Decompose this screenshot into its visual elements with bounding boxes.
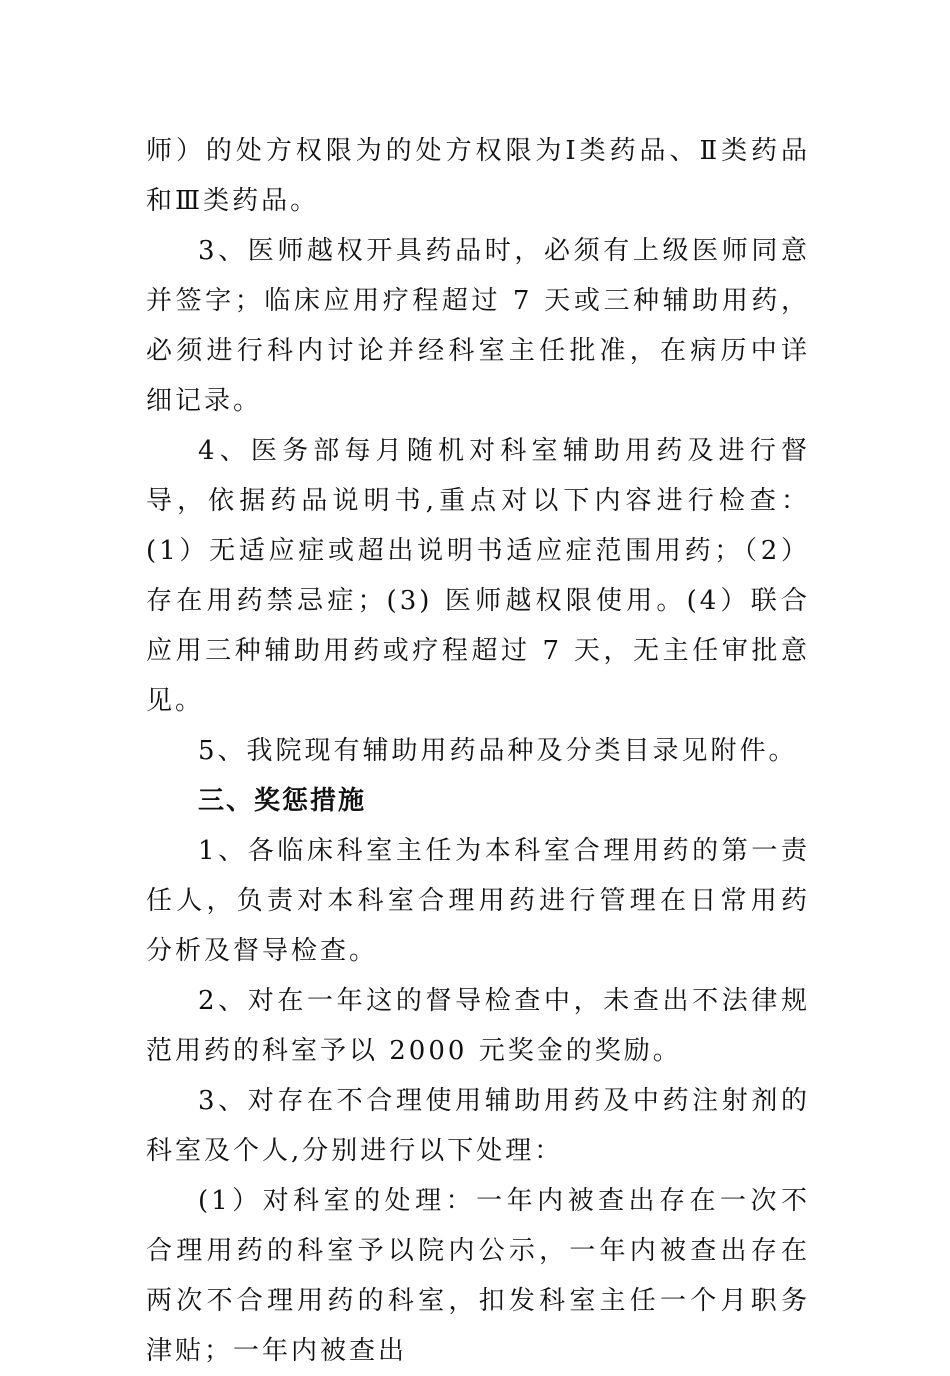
paragraph-department-handling: (1）对科室的处理：一年内被查出存在一次不合理用药的科室予以院内公示，一年内被查出存在两次不合理用药的科室，扣发科室主任一个月职务津贴；一年内被查出 bbox=[146, 1186, 810, 1366]
paragraph-reward-3: 3、对存在不合理使用辅助用药及中药注射剂的科室及个人,分别进行以下处理： bbox=[146, 1086, 810, 1166]
document-body bbox=[146, 126, 810, 1376]
paragraph-reward-2: 2、对在一年这的督导检查中，未查出不法律规范用药的科室予以 2000 元奖金的奖励。 bbox=[146, 986, 810, 1066]
section-heading-rewards-penalties: 三、奖惩措施 bbox=[198, 786, 367, 816]
paragraph-item-5-catalog: 5、我院现有辅助用药品种及分类目录见附件。 bbox=[198, 736, 798, 766]
paragraph-item-3-overreach: 3、医师越权开具药品时，必须有上级医师同意并签字；临床应用疗程超过 7 天或三种辅助用药，必须进行科内讨论并经科室主任批准，在病历中详细记录。 bbox=[146, 236, 810, 416]
paragraph-reward-1: 1、各临床科室主任为本科室合理用药的第一责任人，负责对本科室合理用药进行管理在日常用药分析及督导检查。 bbox=[146, 836, 810, 966]
paragraph-prescription-authority: 师）的处方权限为的处方权限为Ⅰ类药品、Ⅱ类药品和Ⅲ类药品。 bbox=[146, 136, 810, 216]
paragraph-item-4-supervision: 4、医务部每月随机对科室辅助用药及进行督导，依据药品说明书,重点对以下内容进行检查：(1）无适应症或超出说明书适应症范围用药；（2）存在用药禁忌症；(3) 医师越权限使用。(4）联合应用三种辅助用药或疗程超过 7 天，无主任审批意见。 bbox=[146, 436, 810, 716]
